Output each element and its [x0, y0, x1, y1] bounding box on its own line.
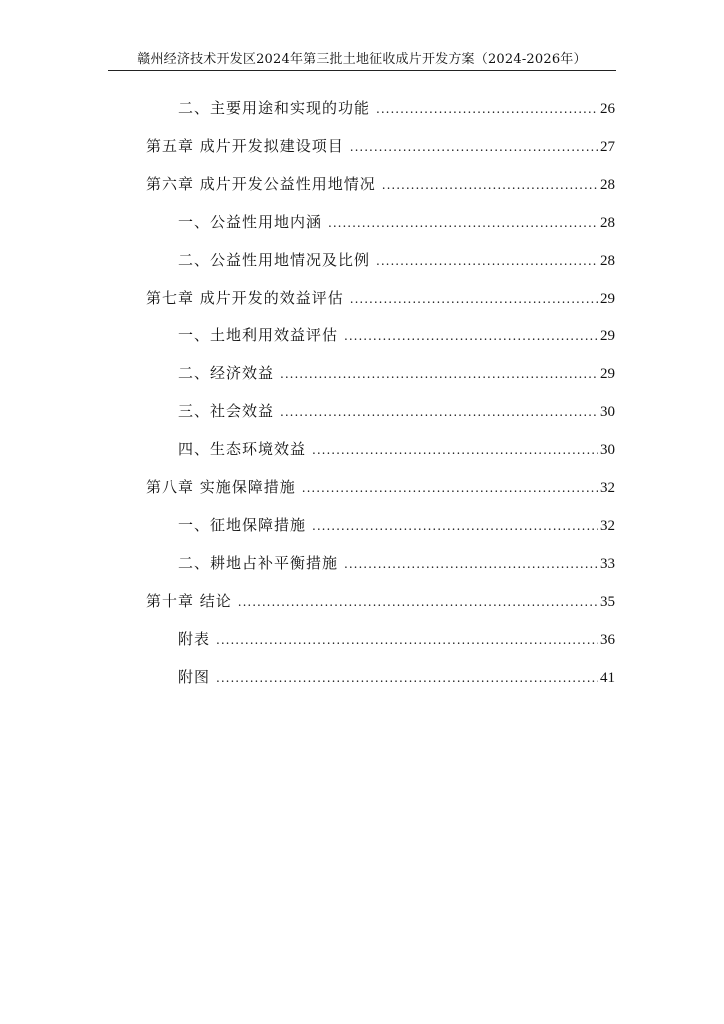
toc-entry-page: 26 — [600, 101, 615, 117]
toc-entry-page: 27 — [600, 138, 615, 155]
toc-entry[interactable] — [146, 286, 615, 310]
toc-leader-dots — [376, 249, 598, 273]
toc-entry-label: 附图 — [178, 667, 211, 686]
toc-entry-label: 四、生态环境效益 — [178, 440, 307, 459]
toc-leader-dots — [344, 324, 598, 348]
toc-leader-dots — [350, 287, 598, 311]
toc-leader-dots — [216, 666, 598, 690]
toc-entry[interactable] — [146, 589, 615, 613]
header-rule — [108, 70, 616, 71]
toc-entry-label: 附表 — [178, 629, 211, 648]
toc-entry-label: 第六章 成片开发公益性用地情况 — [146, 174, 376, 193]
toc-leader-dots — [312, 514, 598, 538]
toc-entry-label: 第七章 成片开发的效益评估 — [146, 288, 344, 307]
toc-entry-label: 二、耕地占补平衡措施 — [178, 553, 339, 572]
toc-entry[interactable] — [178, 248, 615, 272]
toc-entry-page: 28 — [600, 214, 615, 231]
toc-entry-label: 第十章 结论 — [146, 591, 232, 610]
toc-leader-dots — [376, 97, 598, 121]
toc-entry[interactable] — [178, 323, 615, 347]
toc-entry[interactable] — [178, 361, 615, 385]
toc-entry-page: 28 — [600, 176, 615, 193]
toc-entry-label: 一、公益性用地内涵 — [178, 212, 323, 231]
toc-entry-page: 32 — [600, 517, 615, 534]
toc-leader-dots — [238, 590, 598, 614]
toc-leader-dots — [280, 362, 598, 386]
toc-leader-dots — [382, 173, 598, 197]
toc-entry-label: 第五章 成片开发拟建设项目 — [146, 136, 344, 155]
toc-entry-label: 一、征地保障措施 — [178, 515, 307, 534]
toc-entry[interactable] — [178, 551, 615, 575]
toc-entry-page: 30 — [600, 404, 615, 421]
toc-leader-dots — [328, 211, 598, 235]
toc-leader-dots — [312, 438, 598, 462]
toc-entry-label: 二、公益性用地情况及比例 — [178, 250, 371, 269]
toc-entry[interactable] — [146, 134, 615, 158]
toc-entry[interactable] — [178, 210, 615, 234]
toc-entry-label: 三、社会效益 — [178, 402, 275, 421]
toc-entry-page: 35 — [600, 593, 615, 610]
toc-entry-label: 第八章 实施保障措施 — [146, 478, 296, 496]
toc-entry-page: 29 — [600, 366, 615, 383]
toc-leader-dots — [350, 135, 598, 159]
toc-entry-page: 29 — [600, 290, 615, 307]
toc-leader-dots — [216, 628, 598, 652]
toc-entry-page: 33 — [600, 555, 615, 572]
toc-entry[interactable] — [178, 665, 615, 689]
toc-entry[interactable] — [178, 96, 615, 120]
toc-entry-page: 28 — [600, 252, 615, 269]
toc-entry-label: 二、主要用途和实现的功能 — [178, 99, 371, 117]
toc-leader-dots — [344, 552, 598, 576]
toc-entry[interactable] — [146, 475, 615, 499]
toc-entry-label: 二、经济效益 — [178, 364, 275, 383]
toc-leader-dots — [302, 476, 598, 500]
toc-entry[interactable] — [178, 513, 615, 537]
toc-entry-page: 36 — [600, 631, 615, 648]
toc-entry[interactable] — [178, 627, 615, 651]
toc-entry-label: 一、土地利用效益评估 — [178, 326, 339, 345]
toc-leader-dots — [280, 400, 598, 424]
toc-entry[interactable] — [146, 172, 615, 196]
toc-entry-page: 41 — [600, 669, 615, 686]
toc-entry[interactable] — [178, 399, 615, 423]
toc-entry-page: 32 — [600, 480, 615, 496]
running-header: 赣州经济技术开发区2024年第三批土地征收成片开发方案（2024-2026年） — [137, 52, 587, 67]
toc-entry-page: 29 — [600, 328, 615, 345]
toc-entry[interactable] — [178, 437, 615, 461]
toc-entry-page: 30 — [600, 442, 615, 459]
